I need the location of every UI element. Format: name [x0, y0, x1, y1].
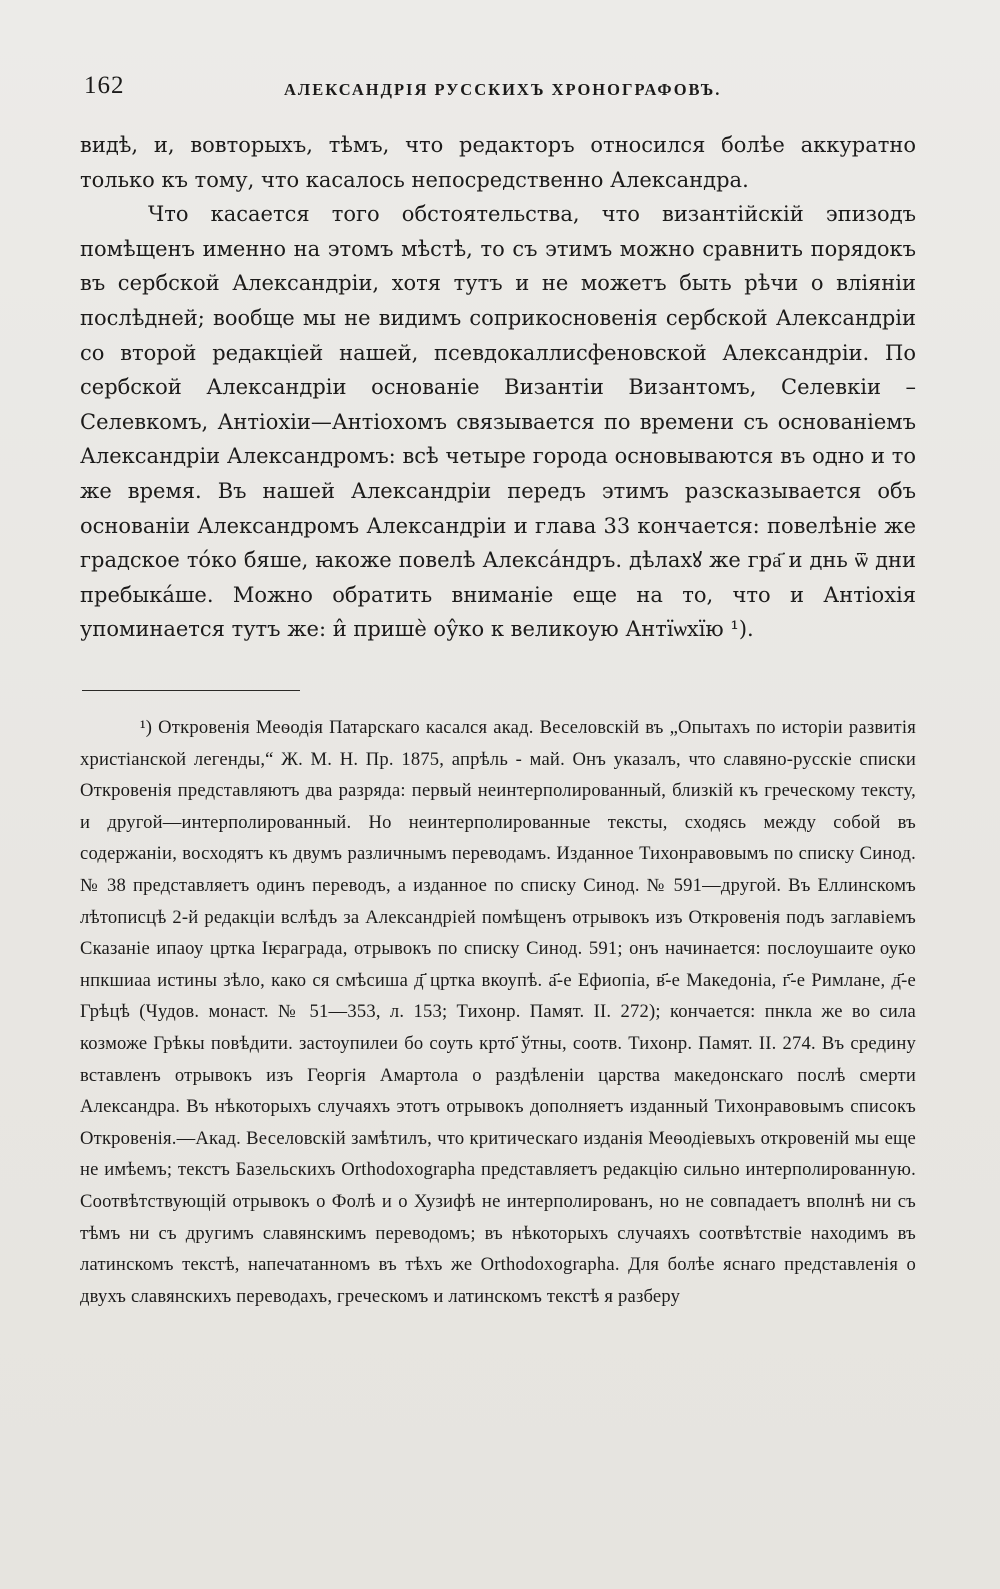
paragraph: Что касается того обстоятельства, что византійскій эпизодъ помѣщенъ именно на этомъ мѣстѣ, то съ этимъ можно сравнить порядокъ въ сербской Александріи, хотя тутъ и не можетъ быть рѣчи о вліяніи послѣдней; вообще мы не видимъ соприкосновенія сербской Александріи со второй редакціей нашей, псевдокаллисфеновской Александріи. По сербской Александріи основаніе Византіи Византомъ, Селевкіи – Селевкомъ, Антіохіи—Антіохомъ связывается по времени съ основаніемъ Александріи Александромъ: всѣ четыре города основываются въ одно и то же время. Въ нашей Александріи передъ этимъ разсказывается объ основаніи Александромъ Александріи и глава 33 кончается: повелѣніе же градское то́ко бяше, ꙗкоже повелѣ Алекса́ндръ. дѣлахꙋ же гра҃ и днь ѿ дни пребыка́ше. Можно обратить вниманіе еще на то, что и Антіохія упоминается тутъ же: и̂ пришѐ оу̂ко к великоую Антїѡхїю ¹). — [80, 202, 916, 642]
running-title: АЛЕКСАНДРІЯ РУССКИХЪ ХРОНОГРАФОВЪ. — [284, 80, 722, 99]
footnote-rule — [82, 690, 300, 691]
paragraph-continued: видѣ, и, вовторыхъ, тѣмъ, что редакторъ относился болѣе аккуратно только къ тому, что касалось непосредственно Александра. — [80, 133, 916, 192]
page-header — [84, 72, 916, 106]
footnote — [80, 712, 916, 1312]
footnote-text: ¹) Откровенія Меѳодія Патарскаго касался акад. Веселовскій въ „Опытахъ по исторіи развитія христіанской легенды,“ Ж. М. Н. Пр. 1875, апрѣль - май. Онъ указалъ, что славяно-русскіе списки Откровенія представляютъ два разряда: первый неинтерполированный, близкій къ греческому тексту, и другой—интерполированный. Но неинтерполированные тексты, сходясь между собой въ содержаніи, восходятъ къ двумъ различнымъ переводамъ. Изданное Тихонравовымъ по списку Синод. № 38 представляетъ одинъ переводъ, а изданное по списку Синод. № 591—другой. Въ Еллинскомъ лѣтописцѣ 2-й редакціи вслѣдъ за Александріей помѣщенъ отрывокъ изъ Откровенія подъ заглавіемъ Сказаніе ипаоу црткa Iѥрагрaда, отрывокъ по списку Синод. 591; онъ начинается: послоушаите оуко нпкшиаа истины зѣло, како ся смѣсиша д҃ црткa вкоупѣ. а҃-е Ефиопіа, в҃-е Македоніа, г҃-е Римлане, д҃-е Грѣцѣ (Чудов. монаст. № 51—353, л. 153; Тихонр. Памят. II. 272); кончается: пнклa же во сила козможе Грѣкы повѣдити. застоупилеи бо соуть крто҃ ўтны, соотв. Тихонр. Памят. II. 274. Въ средину вставленъ отрывокъ изъ Георгія Амартола о раздѣленіи царства македонскаго послѣ смерти Александра. Въ нѣкоторыхъ случаяхъ этотъ отрывокъ дополняетъ изданный Тихонравовымъ списокъ Откровенія.—Акад. Веселовскій замѣтилъ, что критическаго изданія Меѳодіевыхъ откровеній мы еще не имѣемъ; текстъ Базельскихъ Orthodoxographa представляетъ редакцію сильно интерполированную. Соотвѣтствующій отрывокъ о Фолѣ и о Хузифѣ не интерполированъ, но не совпадаетъ вполнѣ ни съ тѣмъ ни съ другимъ славянскимъ переводомъ; въ нѣкоторыхъ случаяхъ соотвѣтствіе находимъ въ латинскомъ текстѣ, напечатанномъ въ тѣхъ же Orthodoxographa. Для болѣе яснаго представленія о двухъ славянскихъ переводахъ, греческомъ и латинскомъ текстѣ я разберу — [80, 717, 916, 1307]
page-number: 162 — [84, 72, 125, 99]
main-text — [80, 128, 916, 647]
